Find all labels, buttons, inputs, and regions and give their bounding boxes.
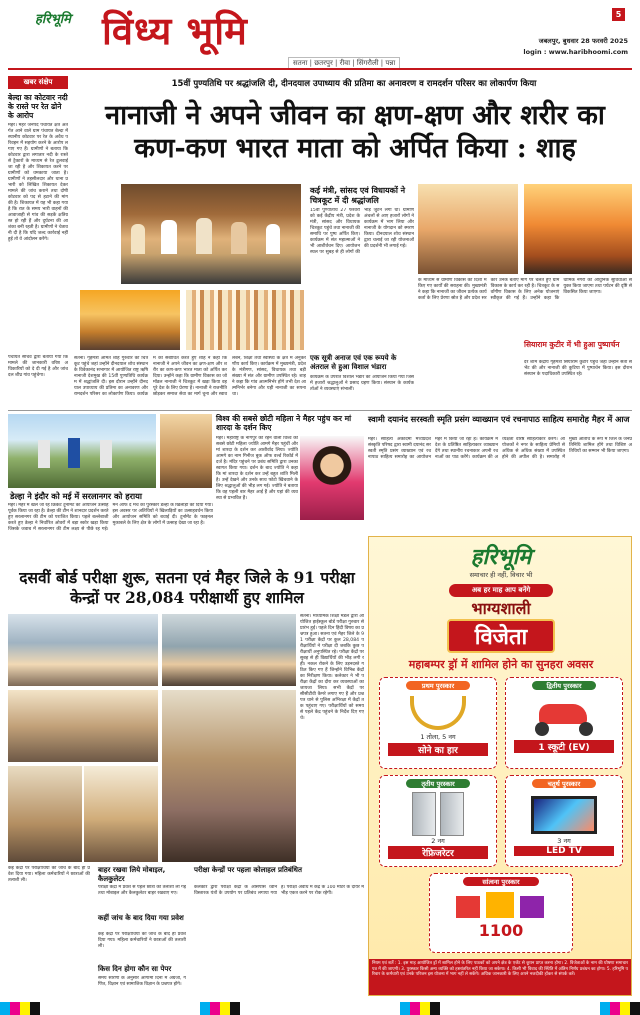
exam-photo-1 [8, 614, 158, 686]
lead-sub1-headline: कई मंत्री, सांसद एवं विधायकों ने चित्रकूट में दी श्रद्धांजलि [310, 186, 406, 205]
cricket-photo [8, 414, 156, 488]
prize-1-card [379, 677, 497, 769]
necklace-icon [410, 696, 466, 730]
ad-brand-tag: समाचार ही नहीं, विचार भी [469, 571, 533, 579]
brief-body-continued: पंचायत सचिव द्वारा बताया गया कि मामले की जानकारी वरिष्ठ अधिकारियों को दे दी गई है और जांच दल शीघ्र गांव पहुंचेगा। [8, 355, 68, 378]
advertisement [368, 536, 632, 996]
exam-photo-3 [8, 766, 82, 862]
lead-right-headline: सियाराम कुटीर में भी हुआ पुष्पार्चन [524, 340, 620, 349]
lead-right-body2: देर शाम केंद्रीय गृहमंत्री सियाराम कुटीर पहुंचे जहां उन्होंने संतों से भेंट की और नानाजी की कुटिया में पुष्पार्चन किया। इस दौरान संस्थान के पदाधिकारी उपस्थित रहे। [524, 360, 632, 377]
prize-3-label: तृतीय पुरस्कार [406, 779, 470, 788]
ad-brand: हरिभूमि [470, 544, 532, 570]
prize-3-card [379, 775, 497, 867]
refrigerator-icon [412, 792, 464, 836]
lead-photo-stage [80, 290, 180, 350]
exam-headline: दसवीं बोर्ड परीक्षा शुरू, सतना एवं मैहर जिले के 91 परीक्षा केन्द्रों पर 28,084 परीक्षार्थी हुए शामिल [19, 568, 355, 607]
mid-story-photo [300, 436, 364, 520]
exam-sub2-headline: कहीं जांच के बाद दिया गया प्रवेश [98, 914, 184, 922]
prize-4-name: LED TV [514, 846, 614, 856]
brief-body: मैहर। मैहर जनपद पंचायत क्षेत्र अंतर्गत आने वाले ग्राम पंचायत बेल्दा में स्थानीय कोटवार पर रेत के अवैध परिवहन में सहयोग करने के आरोप लगाए गए हैं। ग्रामीणों ने बताया कि कोटवार द्वारा लगातार नदी के रास्ते से ट्रैक्टरों के माध्यम से रेत ढुलवाई जा रही है और शिकायत करने पर ग्रामीणों को धमकाया जाता है। ग्रामीणों ने तहसीलदार और थाना प्रभारी को लिखित शिकायत देकर मामले की जांच कराने तथा दोषी कोटवार को पद से हटाने की मांग की है। शिकायत में यह भी कहा गया है कि रात के समय भारी वाहनों की आवाजाही से गांव की सड़कें क्षतिग्रस्त हो रही हैं और दुर्घटना की आशंका बनी रहती है। ग्रामीणों ने चेतावनी दी है कि यदि जल्द कार्रवाई नहीं हुई तो वे आंदोलन करेंगे। [8, 123, 68, 242]
ad-banner: महाबम्पर ड्रॉ में शामिल होने का सुनहरा अवसर [408, 658, 594, 671]
lead-right-body: के माध्यम से ग्रामीण विकास की दिशा में किए गए कार्यों की सराहना की। मुख्यमंत्री ने कहा कि नानाजी का जीवन प्रत्येक कार्यकर्ता के लिए प्रेरणा स्रोत है और प्रदेश सरकार उनके बताए मार्ग पर चलते हुए ग्राम विकास के कार्य कर रही है। चित्रकूट के सर्वांगीण विकास के लिए अनेक योजनाएं स्वीकृत की गई हैं। उन्होंने कहा कि धार्मिक नगरी को आधुनिक सुविधाओं से युक्त किया जाएगा तथा पर्यटन की दृष्टि से विकसित किया जाएगा। [418, 278, 632, 301]
prize-2-label: द्वितीय पुरस्कार [532, 681, 596, 690]
exam-sub1-body: परीक्षा केंद्रों में प्रवेश से पहले छात्रों की तलाशी ली गई तथा मोबाइल और कैलकुलेटर बाहर रखवाए गए। [98, 885, 186, 896]
ad-title-1: भाग्यशाली [471, 599, 531, 618]
prize-3-item: 2 नग [431, 837, 445, 845]
ad-footer-terms: नियम एवं शर्तें : 1. इस माह आयोजित ड्रॉ में शामिल होने के लिए पाठकों को अपने क्षेत्र के एजेंट से कूपन प्राप्त करना होगा। 2. विजेताओं के नाम की घोषणा समाचार पत्र में की जाएगी। 3. पुरस्कार किसी अन्य व्यक्ति को हस्तांतरित नहीं किया जा सकेगा। 4. किसी भी विवाद की स्थिति में अंतिम निर्णय प्रबंधन का होगा। 5. हरिभूमि परिवार के कर्मचारी एवं उनके परिजन इस योजना में भाग नहीं ले सकेंगे। अधिक जानकारी के लिए अपने नजदीकी हॉकर से संपर्क करें। [369, 959, 631, 995]
lead-photo-right-group [524, 184, 632, 274]
masthead-rule [8, 68, 632, 70]
cricket-photo-2 [160, 414, 212, 488]
swami-body: मैहर। साहित्य अकादमी मध्यप्रदेश संस्कृति परिषद द्वारा स्वामी दयानंद सरस्वती स्मृति प्रसंग व्याख्यान एवं रचनापाठ साहित्य समारोह का आयोजन मैहर में किया जा रहा है। कार्यक्रम में देश के प्रतिष्ठित साहित्यकार व्याख्यान देंगे तथा स्थानीय रचनाकार अपनी रचनाओं का पाठ करेंगे। कार्यक्रम की अध्यक्षता वरिष्ठ साहित्यकार करेंगे। आयोजकों ने नगर के साहित्य प्रेमियों से अधिक से अधिक संख्या में उपस्थित होने की अपील की है। समारोह में मुख्य अतिथि के रूप में जिले के जनप्रतिनिधि शामिल होंगे तथा विशिष्ट अतिथियों का सम्मान भी किया जाएगा। [368, 437, 632, 460]
prize-5-label: सांत्वना पुरस्कार [463, 877, 539, 886]
lead-sub1-body: 15वीं पुण्यतिथि 27 फरवरी को कई केंद्रीय मंत्री, प्रदेश के मंत्री, सांसद और विधायक चित्रकूट पहुंचे तथा नानाजी की समाधि पर पुष्प अर्पित किए। कार्यक्रम में संत महात्माओं ने भी आशीर्वचन दिए। आयोजन स्थल पर सुबह से ही लोगों की भीड़ जुटने लगी थी। ग्रामीण अंचलों से आए हजारों लोगों ने कार्यक्रम में भाग लिया और नानाजी के योगदान को स्मरण किया। दीनदयाल शोध संस्थान द्वारा चलाई जा रही योजनाओं की प्रदर्शनी भी लगाई गई। [310, 208, 414, 255]
exam-sub3-body: कलेक्टर द्वारा परीक्षा केंद्रों के आसपास ध्वनि विस्तारक यंत्रों के उपयोग पर प्रतिबंध लगाया गया है। परीक्षा अवधि में केंद्र के 100 मीटर के दायरे में भीड़ एकत्र करने पर रोक रहेगी। [194, 885, 364, 896]
exam-photo-4 [84, 766, 158, 862]
exam-body: सतना। माध्यमिक शिक्षा मंडल द्वारा आयोजित हाईस्कूल बोर्ड परीक्षा गुरुवार से प्रारंभ हुई। पहले दिन हिंदी विषय का प्रश्नपत्र हुआ। सतना एवं मैहर जिले के 91 परीक्षा केंद्रों पर कुल 28,084 परीक्षार्थियों ने परीक्षा दी जबकि कुछ परीक्षार्थी अनुपस्थित रहे। परीक्षा केंद्रों पर सुबह से ही विद्यार्थियों की भीड़ लगी रही। नकल रोकने के लिए उड़नदस्ते गठित किए गए हैं जिन्होंने विभिन्न केंद्रों का निरीक्षण किया। कलेक्टर ने भी परीक्षा केंद्रों का दौरा कर व्यवस्थाओं का जायजा लिया। सभी केंद्रों पर सीसीटीवी कैमरे लगाए गए हैं और प्रश्नपत्र थाने से पुलिस अभिरक्षा में केंद्रों तक पहुंचाए गए। परीक्षार्थियों को समय से पहले केंद्र पहुंचने के निर्देश दिए गए थे। [300, 614, 364, 721]
exam-sub1-headline: बाहर रखवा लिये मोबाइल, कैलकुलेटर [98, 866, 166, 883]
prize-4-card [505, 775, 623, 867]
exam-photo-2 [8, 690, 158, 762]
cricket-headline: डेल्हा ने इंदौर को मई में सरलानगर को हराया [10, 491, 142, 501]
sidebar [8, 76, 68, 406]
website: login : www.haribhoomi.com [523, 48, 628, 56]
lead-kicker: 15वीं पुण्यतिथि पर श्रद्धांजलि दी, दीनदयाल उपाध्याय की प्रतिमा का अनावरण व रामदर्शन परिसर का लोकार्पण किया [171, 79, 537, 89]
lead-headline: नानाजी ने अपने जीवन का क्षण-क्षण और शरीर का कण-कण भारत माता को अर्पित किया : शाह [105, 100, 605, 164]
lead-body: सतना। गृहमंत्री अमित शाह गुरुवार को चित्रकूट पहुंचे जहां उन्होंने दीनदयाल शोध संस्थान के विवेकानंद सभागार में आयोजित राष्ट्र ऋषि नानाजी देशमुख की 15वीं पुण्यतिथि कार्यक्रम में श्रद्धांजलि दी। इस दौरान उन्होंने दीनदयाल उपाध्याय की प्रतिमा का अनावरण और रामदर्शन परिसर का लोकार्पण किया। कार्यक्रम को संबोधित करते हुए शाह ने कहा कि नानाजी ने अपने जीवन का क्षण-क्षण और शरीर का कण-कण भारत माता को अर्पित कर दिया। उन्होंने कहा कि ग्रामीण विकास का जो मॉडल नानाजी ने चित्रकूट में खड़ा किया वह पूरे देश के लिए प्रेरणा है। नानाजी ने राजनीति छोड़कर समाज सेवा का मार्ग चुना और स्वावलंबन, शिक्षा तथा स्वास्थ्य के क्षेत्र में अनुकरणीय कार्य किए। कार्यक्रम में मुख्यमंत्री, प्रदेश के मंत्रीगण, सांसद, विधायक तथा बड़ी संख्या में संत और ग्रामीण उपस्थित रहे। शाह ने कहा कि गांव आत्मनिर्भर होंगे तभी देश आत्मनिर्भर बनेगा और यही नानाजी का सपना था। [74, 356, 306, 397]
ad-ribbon: अब हर माह आप बनेंगे [449, 584, 553, 597]
swami-headline: स्वामी दयानंद सरस्वती स्मृति प्रसंग व्याख्यान एवं रचनापाठ साहित्य समारोह मैहर में आज [368, 414, 630, 424]
prize-5-card [429, 873, 573, 953]
prize-1-item: 1 तोला, 5 नग [420, 733, 456, 741]
prize-4-item: 3 नग [557, 837, 571, 845]
print-registration-strip [0, 1002, 640, 1015]
gift-icon [456, 890, 546, 920]
mid-story-body: मैहर। महाराष्ट्र के नागपुर की रहने वाली विश्व की सबसे छोटी महिला ज्योति आमगे मैहर पहुंचीं और मां शारदा के दर्शन कर आशीर्वाद लिया। ज्योति आमगे का नाम गिनीज बुक ऑफ वर्ल्ड रिकॉर्ड में दर्ज है। मंदिर पहुंचने पर प्रबंध समिति द्वारा उनका स्वागत किया गया। दर्शन के बाद ज्योति ने कहा कि मां शारदा के दर्शन कर उन्हें बहुत शांति मिली है। उन्हें देखने और उनके साथ फोटो खिंचवाने के लिए श्रद्धालुओं की भीड़ लग गई। ज्योति ने बताया कि वह पहली बार मैहर आई हैं और यहां की व्यवस्था से प्रभावित हैं। [216, 436, 298, 501]
brand-logo: हरिभूमि [35, 12, 71, 27]
lead-divider [8, 410, 632, 411]
scooter-icon [529, 696, 599, 736]
regions-bar: सतना | छतरपुर | रीवा | सिंगरौली | पन्ना [288, 57, 400, 70]
brief-headline: बेल्दा का कोटवार नदी के रास्ते पर रेत ढोने के आरोप [8, 93, 68, 120]
lead-photo-right-top [418, 184, 518, 274]
sidebar-header: खबर संक्षेप [8, 76, 68, 89]
lead-photo-left [121, 184, 301, 284]
exam-sub2-body: कई केंद्रों पर परीक्षार्थियों को जांच के बाद ही प्रवेश दिया गया। महिला कर्मचारियों ने छात्राओं की तलाशी ली। [98, 932, 186, 949]
exam-photo-6 [162, 690, 296, 862]
prize-1-name: सोने का हार [388, 743, 488, 756]
tv-icon [531, 796, 597, 834]
exam-body-lower: कई केंद्रों पर परीक्षार्थियों को जांच के बाद ही प्रवेश दिया गया। महिला कर्मचारियों ने छात्राओं की तलाशी ली। [8, 866, 90, 883]
lead-sub2-headline: एक सूत्री अनाज एवं एक रूपये के अंतराल से हुआ विशाल भंडारा [310, 354, 397, 371]
exam-sub4-headline: किस दिन होगा कौन सा पेपर [98, 965, 172, 973]
prize-1-label: प्रथम पुरस्कार [406, 681, 470, 690]
exam-sub3-headline: परीक्षा केन्द्रों पर पहला कोलाहल प्रतिबंधित [194, 866, 302, 874]
prize-5-count: 1100 [478, 921, 524, 940]
dateline: जबलपुर, बुधवार 28 फरवरी 2025 [538, 37, 628, 45]
prize-3-name: रेफ्रिजरेटर [388, 846, 488, 859]
mid-story-headline: विश्व की सबसे छोटी महिला ने मैहर पहुंच कर मां शारदा के दर्शन किए [216, 414, 352, 433]
cricket-body: मैहर। मैहर में खेले जा रहे क्रिकेट टूर्नामेंट का आयोजन उत्साहपूर्वक किया जा रहा है। डेल्हा की टीम ने शानदार प्रदर्शन करते हुए सरलानगर की टीम को पराजित किया। पहले बल्लेबाजी करते हुए डेल्हा ने निर्धारित ओवरों में बड़ा स्कोर खड़ा किया जिसके जवाब में सरलानगर की टीम लक्ष्य से पीछे रह गई। मैन ऑफ द मैच का पुरस्कार डेल्हा के खिलाड़ी को दिया गया। इस अवसर पर अतिथियों ने खिलाड़ियों का उत्साहवर्धन किया और आयोजन समिति को बधाई दी। टूर्नामेंट के फाइनल मुकाबले के लिए क्षेत्र के लोगों में उत्साह देखा जा रहा है। [8, 503, 213, 532]
exam-sub4-body: समय सारणी के अनुसार आगामी दिनों में अंग्रेजी, गणित, विज्ञान एवं सामाजिक विज्ञान के प्रश्नपत्र होंगे। [98, 976, 186, 987]
exam-photo-5 [162, 614, 296, 686]
lead-photo-crowd [186, 290, 304, 350]
prize-2-item: 1 स्कूटी (EV) [514, 740, 614, 753]
masthead [0, 0, 640, 70]
ad-title-2: विजेता [474, 624, 528, 650]
prize-4-label: चतुर्थ पुरस्कार [532, 779, 596, 788]
page-title: विंध्य भूमि [102, 8, 248, 53]
prize-2-card [505, 677, 623, 769]
page-number-badge: 5 [612, 8, 625, 21]
lead-sub2-body: कार्यक्रम के उपरांत विशाल भंडारे का आयोजन किया गया जिसमें हजारों श्रद्धालुओं ने प्रसाद ग्रहण किया। संस्थान के कार्यकर्ताओं ने व्यवस्थाएं संभालीं। [310, 375, 414, 392]
